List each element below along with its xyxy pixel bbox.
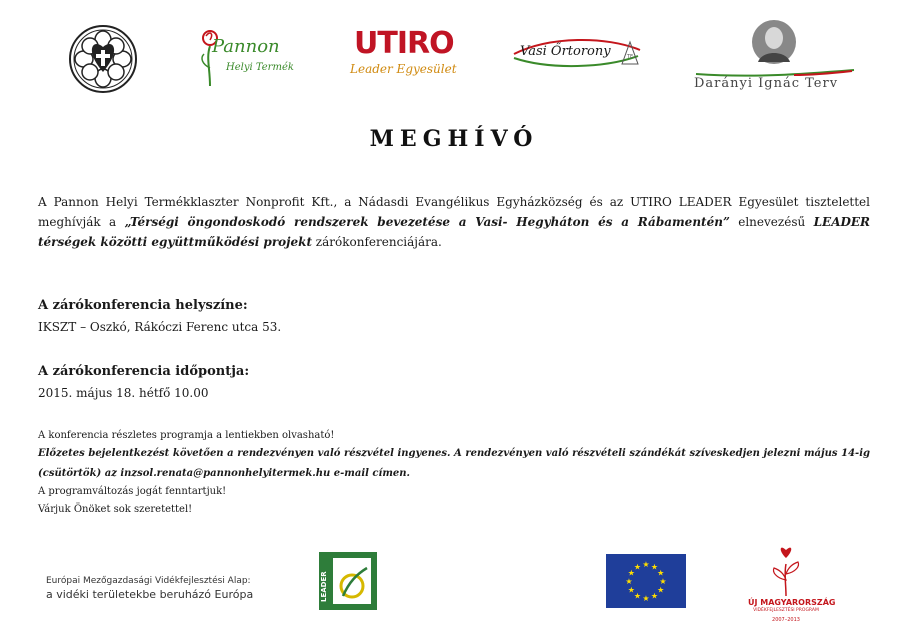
eu-star-icon: ★	[627, 585, 635, 595]
utiro-logo-main: UTIRO	[354, 26, 454, 61]
notes-line-3: A programváltozás jogát fenntartjuk!	[38, 486, 227, 497]
utiro-logo	[350, 26, 457, 86]
vasi-ortorony-logo	[510, 34, 646, 70]
venue-value: IKSZT – Oszkó, Rákóczi Ferenc utca 53.	[38, 320, 282, 334]
intro-text-1: A Pannon Helyi Termékklaszter Nonprofit Kft., a Nádasdi Evangélikus Egyházközség és az UTIRO LEADER Egyesület tisztelettel meghívják a	[38, 195, 870, 229]
notes-line-1: A konferencia részletes programja a lentiekben olvasható!	[38, 430, 335, 441]
leader-logo-icon	[319, 552, 377, 610]
venue-label: A zárókonferencia helyszíne:	[38, 298, 248, 313]
umft-logo	[748, 544, 836, 628]
eu-star-icon: ★	[625, 577, 633, 586]
project-title: „Térségi öngondoskodó rendszerek bevezetése a Vasi- Hegyháton és a Rábamentén”	[124, 215, 730, 229]
eu-star-icon: ★	[633, 591, 642, 601]
eafrd-line-1: Európai Mezőgazdasági Vidékfejlesztési Alap:	[46, 576, 251, 586]
intro-text-3: zárókonferenciájára.	[311, 235, 442, 249]
daranyi-logo-text: Darányi Ignác Terv	[694, 76, 839, 91]
umft-line-2: VIDÉKFEJLESZTÉSI PROGRAM	[753, 608, 819, 613]
pannon-logo-sub: Helyi Termék	[226, 62, 294, 73]
notes-line-4: Várjuk Önöket sok szeretettel!	[38, 504, 193, 515]
eu-star-icon: ★	[650, 562, 659, 572]
eu-flag-icon	[606, 554, 686, 608]
umft-line-1: ÚJ MAGYARORSZÁG	[748, 598, 836, 607]
datetime-value: 2015. május 18. hétfő 10.00	[38, 386, 209, 400]
notes-line-2: Előzetes bejelentkezést követően a rendezvényen való részvétel ingyenes. A rendezvényen való részvételi szándékát szíveskedjen jelezni május 14-ig (csütörtök) az inzsol.renata@pannonhelyitermek.hu e-mail címen.	[38, 448, 870, 479]
intro-paragraph	[38, 192, 870, 252]
vasi-logo-text: Vasi Őrtorony	[520, 44, 611, 59]
eu-star-icon: ★	[657, 568, 665, 578]
pannon-logo	[196, 28, 298, 86]
eu-star-icon: ★	[650, 591, 659, 601]
eafrd-text	[46, 576, 296, 601]
vasi-logo-suffix: TE	[626, 54, 634, 60]
eu-star-icon: ★	[657, 585, 665, 595]
datetime-label: A zárókonferencia időpontja:	[38, 364, 250, 379]
intro-text-2: elnevezésű	[729, 215, 814, 229]
eu-star-icon: ★	[633, 562, 642, 572]
eu-star-icon: ★	[642, 594, 650, 603]
luther-rose-seal-icon	[68, 24, 138, 94]
eafrd-line-2: a vidéki területekbe beruházó Európa	[46, 588, 254, 601]
project-type: LEADER térségek közötti együttműködési projekt	[38, 215, 871, 249]
eu-star-icon: ★	[659, 577, 667, 586]
eu-star-icon: ★	[642, 560, 650, 569]
daranyi-portrait-icon	[744, 18, 804, 74]
daranyi-logo	[694, 18, 856, 94]
page-title: MEGHÍVÓ	[369, 126, 539, 152]
utiro-logo-sub: Leader Egyesület	[350, 62, 457, 76]
leader-logo-text: LEADER	[320, 571, 328, 602]
umft-line-3: 2007–2013	[772, 617, 800, 623]
pannon-logo-main: Pannon	[212, 36, 280, 57]
eu-star-icon: ★	[627, 568, 635, 578]
umft-tulip-icon	[766, 544, 806, 596]
